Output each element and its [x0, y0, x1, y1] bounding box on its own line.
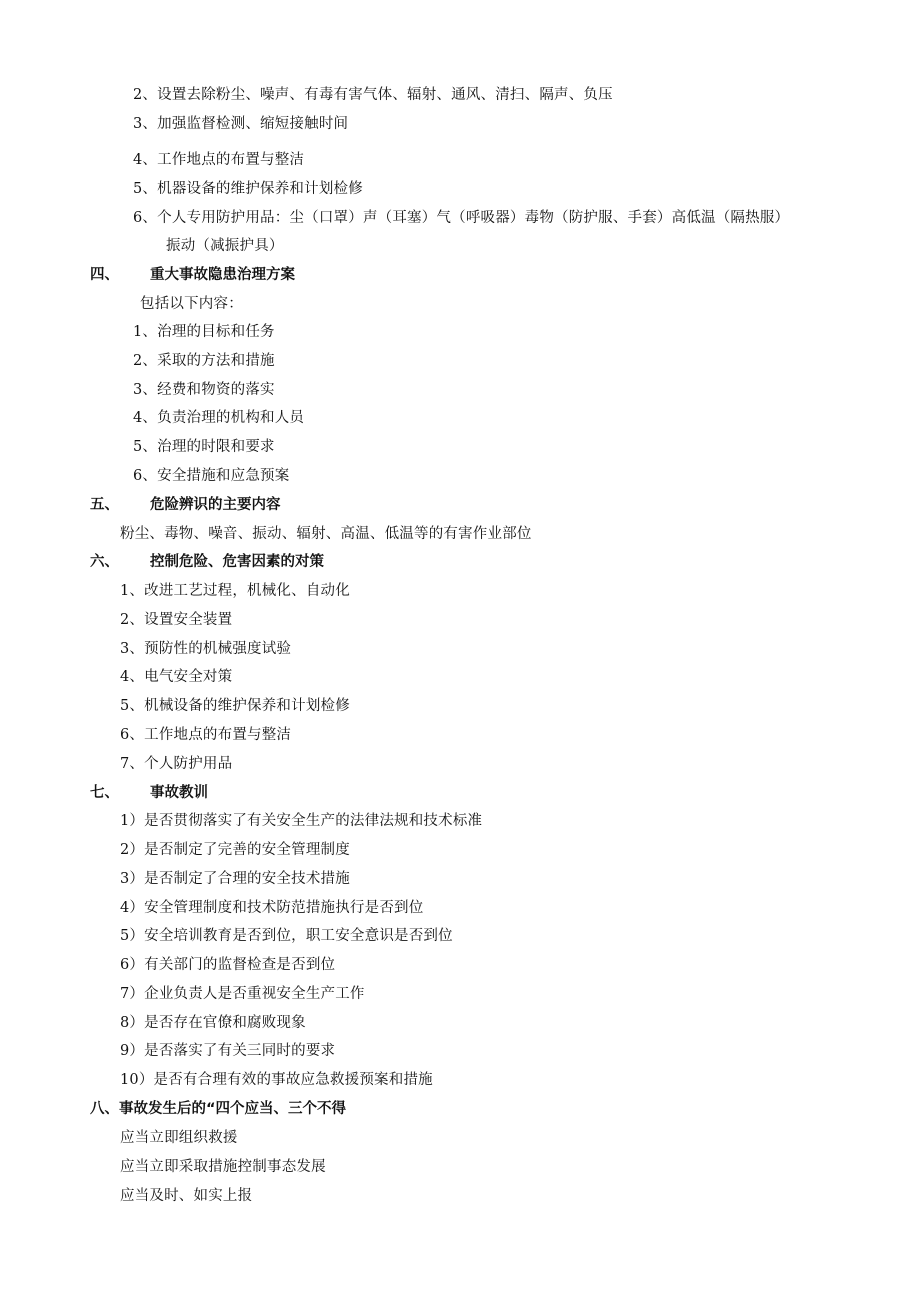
list-item: 7、个人防护用品 [120, 756, 233, 772]
list-item: 4、电气安全对策 [120, 669, 233, 685]
list-item-continuation: 振动（减振护具） [166, 238, 284, 254]
section-intro: 包括以下内容： [140, 296, 243, 312]
list-item: 4）安全管理制度和技术防范措施执行是否到位 [120, 900, 424, 916]
section-content: 粉尘、毒物、噪音、振动、辐射、高温、低温等的有害作业部位 [120, 526, 532, 542]
list-item: 3、经费和物资的落实 [133, 382, 275, 398]
section-heading-6 [90, 552, 324, 572]
section-heading-8 [90, 1099, 346, 1119]
section-title: 危险辨识的主要内容 [150, 497, 281, 513]
section-title: 控制危险、危害因素的对策 [150, 554, 324, 570]
list-item: 2、采取的方法和措施 [133, 353, 275, 369]
list-item: 2、设置去除粉尘、噪声、有毒有害气体、辐射、通风、清扫、隔声、负压 [133, 87, 613, 103]
section-heading-5 [90, 495, 281, 515]
section-title: 事故发生后的“四个应当、三个不得 [119, 1101, 347, 1117]
list-item: 6、安全措施和应急预案 [133, 468, 290, 484]
list-item: 4、负责治理的机构和人员 [133, 410, 305, 426]
list-item: 6）有关部门的监督检查是否到位 [120, 957, 336, 973]
list-item: 1）是否贯彻落实了有关安全生产的法律法规和技术标准 [120, 813, 483, 829]
section-number: 八、 [90, 1101, 119, 1117]
list-item: 5）安全培训教育是否到位，职工安全意识是否到位 [120, 928, 453, 944]
list-item: 4、工作地点的布置与整洁 [133, 152, 305, 168]
list-item: 9）是否落实了有关三同时的要求 [120, 1043, 336, 1059]
section-title: 重大事故隐患治理方案 [150, 267, 295, 283]
list-item: 6、个人专用防护用品：尘（口罩）声（耳塞）气（呼吸器）毒物（防护服、手套）高低温（隔热服） [133, 210, 790, 226]
list-item: 3、加强监督检测、缩短接触时间 [133, 116, 349, 132]
list-item: 应当立即采取措施控制事态发展 [120, 1159, 326, 1175]
list-item: 3、预防性的机械强度试验 [120, 641, 292, 657]
list-item: 10）是否有合理有效的事故应急救援预案和措施 [120, 1072, 433, 1088]
list-item: 应当及时、如实上报 [120, 1188, 253, 1204]
list-item: 3）是否制定了合理的安全技术措施 [120, 871, 350, 887]
section-number: 四、 [90, 267, 119, 283]
section-number: 五、 [90, 497, 119, 513]
list-item: 2、设置安全装置 [120, 612, 233, 628]
section-heading-7 [90, 783, 208, 803]
list-item: 1、改进工艺过程，机械化、自动化 [120, 583, 350, 599]
list-item: 5、机器设备的维护保养和计划检修 [133, 181, 363, 197]
list-item: 8）是否存在官僚和腐败现象 [120, 1015, 306, 1031]
list-item: 应当立即组织救援 [120, 1130, 238, 1146]
section-number: 七、 [90, 785, 119, 801]
list-item: 7）企业负责人是否重视安全生产工作 [120, 986, 365, 1002]
section-title: 事故教训 [150, 785, 208, 801]
list-item: 5、治理的时限和要求 [133, 439, 275, 455]
list-item: 2）是否制定了完善的安全管理制度 [120, 842, 350, 858]
section-number: 六、 [90, 554, 119, 570]
list-item: 5、机械设备的维护保养和计划检修 [120, 698, 350, 714]
list-item: 6、工作地点的布置与整洁 [120, 727, 292, 743]
section-heading-4 [90, 265, 295, 285]
list-item: 1、治理的目标和任务 [133, 324, 275, 340]
